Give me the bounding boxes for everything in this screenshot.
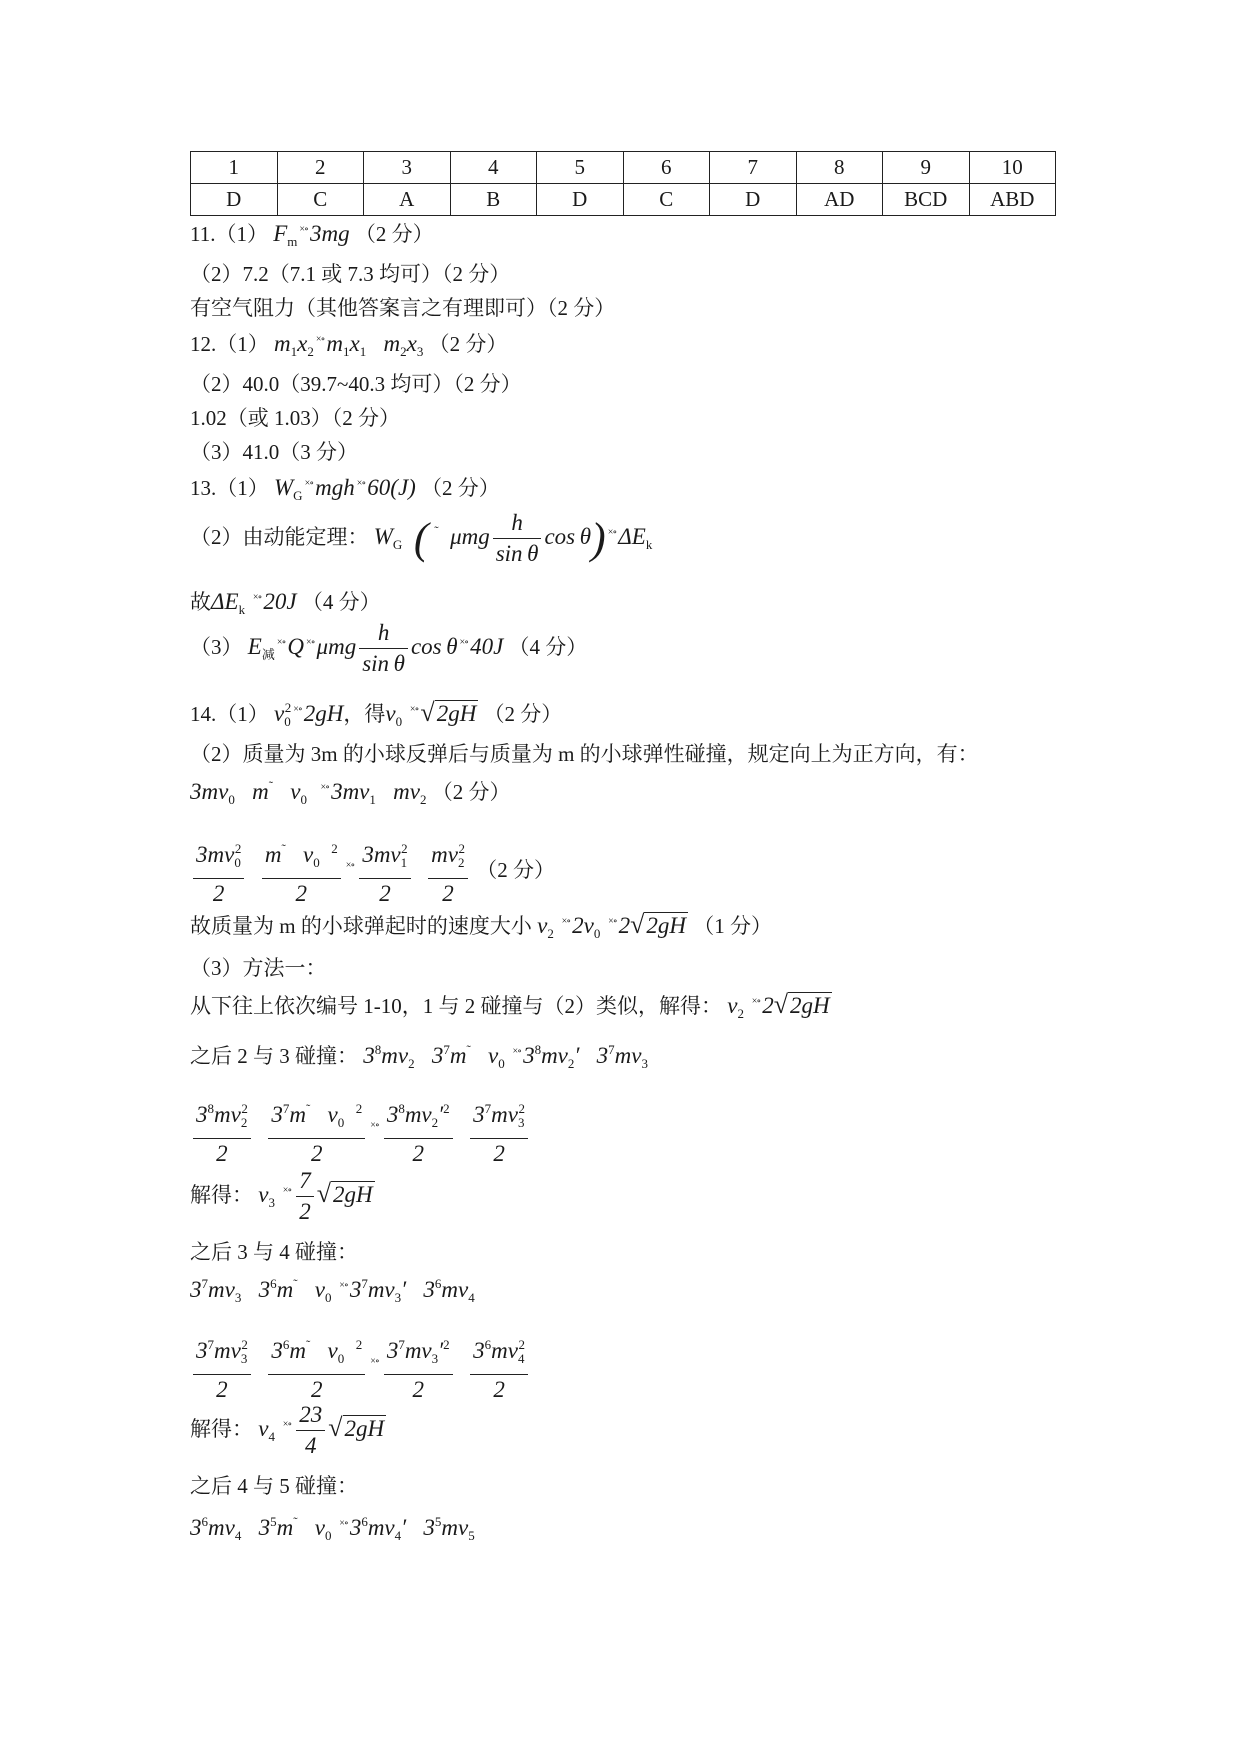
q12-part1 (190, 328, 507, 360)
formula: $\Delta E_k$ ×∘20J (211, 589, 297, 617)
table-cell: 4 (450, 152, 537, 184)
q14-part6: （3）方法一： (190, 956, 327, 980)
line-label: 故 (190, 590, 211, 614)
formula: $\frac{3mv_0^2}{2}$ $\frac{m^˜ v_0 ^2}{2}$ ×∘ $\frac{3mv_1^2}{2}$ $\frac{mv_2^2}{2}$ (190, 857, 471, 882)
table-cell: BCD (883, 184, 970, 216)
table-cell: 9 (883, 152, 970, 184)
line-label: 解得： (190, 1182, 253, 1207)
score: （2 分） (476, 857, 555, 882)
table-cell: 1 (191, 152, 278, 184)
formula: $E_减^{\times\circ}Q$ ×∘μmg $\frac{h}{\text{sin θ}}$ cos θ ×∘40J (247, 620, 504, 676)
score: （2 分） (431, 780, 511, 804)
q13-part3 (190, 586, 381, 618)
q11-part3: 有空气阻力（其他答案言之有理即可）（2 分） (190, 296, 616, 320)
answer-row (191, 184, 1056, 216)
score: （2 分） (483, 702, 563, 726)
formula: $3^8mv_2$ $3^7m^˜$ $v_0$ $^{\times\circ}3^8mv_2'$ $3^7mv_3$ (363, 1042, 648, 1071)
score: （2 分） (421, 476, 500, 500)
q14-part10 (190, 1166, 375, 1227)
score: （4 分） (301, 590, 381, 614)
q12-part2: （2）40.0（39.7~40.3 均可）（2 分） (190, 372, 522, 396)
q14-part2: （2）质量为 3m 的小球反弹后与质量为 m 的小球弹性碰撞，规定向上为正方向，有： (190, 742, 979, 766)
score: （2 分） (354, 222, 434, 246)
q14-part13 (190, 1330, 531, 1405)
formula: $W_G^{\times\circ}mgh$ ×∘60(J) (274, 475, 416, 503)
formula: $3mv_0$ m˜ $v_0$ $^{\times\circ}3mv_1$ $mv_2$ (190, 778, 427, 807)
table-cell: C (277, 184, 364, 216)
table-cell: 5 (537, 152, 624, 184)
table-cell: D (710, 184, 797, 216)
line-label: 13.（1） (190, 476, 269, 500)
formula: $v_0^2$ ×∘2gH (274, 700, 344, 729)
connector: ，得 (343, 702, 386, 726)
question-number-row (191, 152, 1056, 184)
table-cell: B (450, 184, 537, 216)
line-label: 之后 2 与 3 碰撞： (190, 1044, 358, 1068)
score: （4 分） (508, 634, 588, 659)
q11-part2: （2）7.2（7.1 或 7.3 均可）（2 分） (190, 262, 511, 286)
q12-part4: （3）41.0（3 分） (190, 440, 358, 464)
formula: $3^6mv_4$ $3^5m^˜$ $v_0$ $^{\times\circ}3^6mv_4'$ $3^5mv_5$ (190, 1514, 475, 1543)
q11-part1 (190, 218, 434, 250)
formula: $W_G$ ( ˜ μmg $\frac{h}{\text{sin θ}}$ cos θ) $^{\times\circ}\Delta E_k$ (373, 510, 653, 566)
q14-part7 (190, 990, 832, 1022)
q13-part1 (190, 472, 500, 504)
formula: $v_2$ $^{\times\circ}2v_0$ ×∘2√2gH (537, 910, 687, 941)
formula: $v_3$ ×∘ $\frac{7}{2}$ √2gH (258, 1168, 373, 1224)
table-cell: D (191, 184, 278, 216)
table-cell: 6 (623, 152, 710, 184)
q14-part16 (190, 1514, 475, 1544)
q14-part8 (190, 1040, 648, 1072)
table-cell: 2 (277, 152, 364, 184)
line-label: 解得： (190, 1416, 253, 1441)
score: （2 分） (428, 332, 508, 356)
q14-part15: 之后 4 与 5 碰撞： (190, 1474, 358, 1498)
q13-part4 (190, 618, 587, 679)
table-cell: ABD (969, 184, 1056, 216)
line-label: 11.（1） (190, 222, 268, 246)
q14-part11: 之后 3 与 4 碰撞： (190, 1240, 358, 1264)
formula: $v_4$ ×∘ $\frac{23}{4}$ √2gH (258, 1402, 385, 1458)
line-label: 14.（1） (190, 702, 269, 726)
table-cell: D (537, 184, 624, 216)
q12-part3: 1.02（或 1.03）（2 分） (190, 406, 400, 430)
line-label: 从下往上依次编号 1-10，1 与 2 碰撞与（2）类似，解得： (190, 994, 722, 1018)
q14-part4 (190, 834, 555, 909)
line-label: 12.（1） (190, 332, 269, 356)
table-cell: C (623, 184, 710, 216)
table-cell: 7 (710, 152, 797, 184)
line-label: （3） (190, 634, 243, 659)
table-cell: 8 (796, 152, 883, 184)
formula: $\frac{3^8mv_2^2}{2}$ $\frac{3^7m^˜ v_0 ^2}{2}$ ×∘ $\frac{3^8mv_2'^2}{2}$ $\frac{3^7mv_3^2}{2}$ (190, 1117, 531, 1142)
table-cell: AD (796, 184, 883, 216)
q14-part9 (190, 1094, 531, 1169)
q13-part2 (190, 508, 652, 569)
q14-part12 (190, 1276, 475, 1306)
q14-part3 (190, 776, 510, 808)
table-cell: 3 (364, 152, 451, 184)
formula: $v_0$ ×∘√2gH (385, 698, 477, 729)
formula: $F_m^{\times\circ}3mg$ (273, 221, 350, 249)
formula: $3^7mv_3$ $3^6m^˜$ $v_0$ $^{\times\circ}3^7mv_3'$ $3^6mv_4$ (190, 1276, 475, 1305)
q14-part14 (190, 1400, 386, 1461)
table-cell: A (364, 184, 451, 216)
formula: $v_2$ ×∘2√2gH (727, 990, 830, 1021)
formula: $\frac{3^7mv_3^2}{2}$ $\frac{3^6m^˜ v_0 ^2}{2}$ ×∘ $\frac{3^7mv_3'^2}{2}$ $\frac{3^6mv_4^2}{2}$ (190, 1353, 531, 1378)
formula: $m_1x_2^{\times\circ}m_1x_1$ $m_2x_3$ (274, 331, 424, 359)
table-cell: 10 (969, 152, 1056, 184)
q14-part1 (190, 698, 562, 730)
answer-table (190, 151, 1056, 216)
score: （1 分） (693, 914, 773, 938)
line-label: 故质量为 m 的小球弹起时的速度大小 (190, 914, 532, 938)
q14-part5 (190, 910, 772, 942)
line-label: （2）由动能定理： (190, 524, 369, 549)
